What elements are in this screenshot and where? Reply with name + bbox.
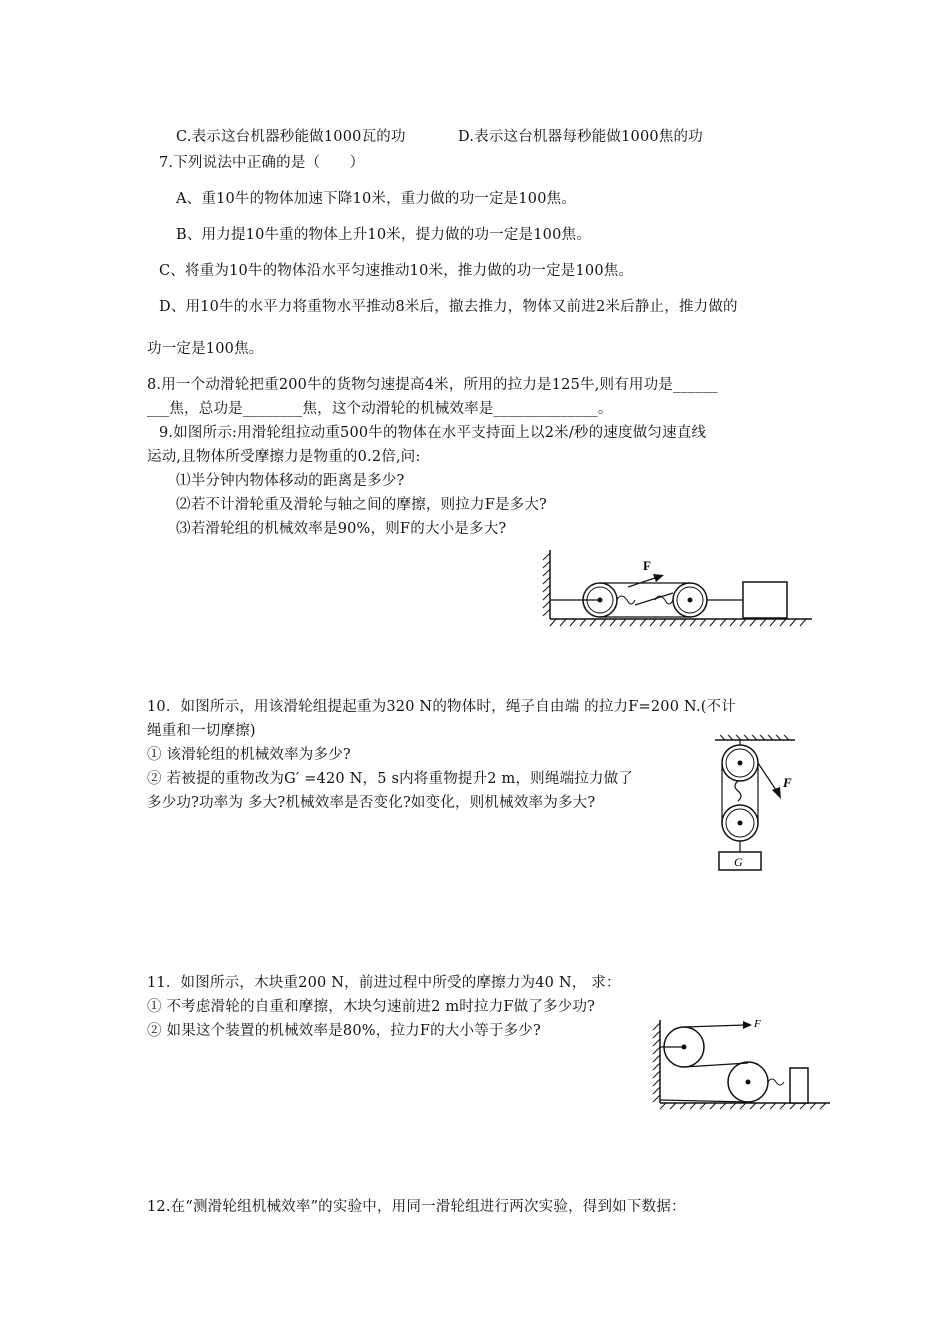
q7-option-a: A、重10牛的物体加速下降10米，重力做的功一定是100焦。	[176, 191, 577, 207]
q9-pulley-diagram	[540, 545, 815, 630]
q11-line1: 11．如图所示，木块重200 N，前进过程中所受的摩擦力为40 N， 求：	[147, 975, 621, 991]
q6-option-c: C.表示这台机器秒能做1000瓦的功	[176, 129, 406, 145]
q10-pulley-diagram	[710, 735, 800, 875]
q11-sub2: ② 如果这个装置的机械效率是80%，拉力F的大小等于多少?	[147, 1023, 541, 1039]
q11-sub1: ① 不考虑滑轮的自重和摩擦，木块匀速前进2 m时拉力F做了多少功?	[147, 999, 596, 1015]
q7-option-d-line1: D、用10牛的水平力将重物水平推动8米后，撤去推力，物体又前进2米后静止，推力做的	[159, 299, 738, 315]
q7-option-d-line2: 功一定是100焦。	[147, 341, 264, 357]
q10-sub1: ① 该滑轮组的机械效率为多少?	[147, 747, 351, 763]
q9-line1: 9.如图所示:用滑轮组拉动重500牛的物体在水平支持面上以2米/秒的速度做匀速直线	[159, 425, 707, 441]
q9-sub3: ⑶若滑轮组的机械效率是90%，则F的大小是多大?	[176, 521, 507, 537]
q9-sub1: ⑴半分钟内物体移动的距离是多少?	[176, 473, 405, 489]
q8-line1: 8.用一个动滑轮把重200牛的货物匀速提高4米，所用的拉力是125牛,则有用功是______	[147, 377, 718, 393]
q7-option-c: C、将重为10牛的物体沿水平匀速推动10米，推力做的功一定是100焦。	[159, 263, 634, 279]
q10-sub3: 多少功?功率为 多大?机械效率是否变化?如变化，则机械效率为多大?	[147, 795, 596, 811]
q9-sub2: ⑵若不计滑轮重及滑轮与轴之间的摩擦，则拉力F是多大?	[176, 497, 548, 513]
q10-line2: 绳重和一切摩擦)	[147, 723, 256, 739]
q9-force-label: F	[643, 558, 651, 573]
q7-stem: 7.下列说法中正确的是（ ）	[159, 155, 365, 171]
q8-line2: ___焦，总功是________焦，这个动滑轮的机械效率是______________。	[147, 401, 613, 417]
q12-line1: 12.在“测滑轮组机械效率”的实验中，用同一滑轮组进行两次实验，得到如下数据：	[147, 1199, 686, 1215]
q10-weight-label: G	[734, 855, 743, 869]
q10-line1: 10．如图所示，用该滑轮组提起重为320 N的物体时，绳子自由端 的拉力F=200 N.(不计	[147, 699, 736, 715]
q11-force-label: F	[754, 1018, 761, 1030]
q7-option-b: B、用力提10牛重的物体上升10米，提力做的功一定是100焦。	[176, 227, 591, 243]
q9-line2: 运动,且物体所受摩擦力是物重的0.2倍,问:	[147, 449, 421, 465]
q11-pulley-diagram	[650, 1015, 835, 1110]
q10-force-label: F	[783, 775, 792, 790]
q6-option-d: D.表示这台机器每秒能做1000焦的功	[458, 129, 703, 145]
q10-sub2: ② 若被提的重物改为G′ =420 N，5 s内将重物提升2 m，则绳端拉力做了	[147, 771, 634, 787]
